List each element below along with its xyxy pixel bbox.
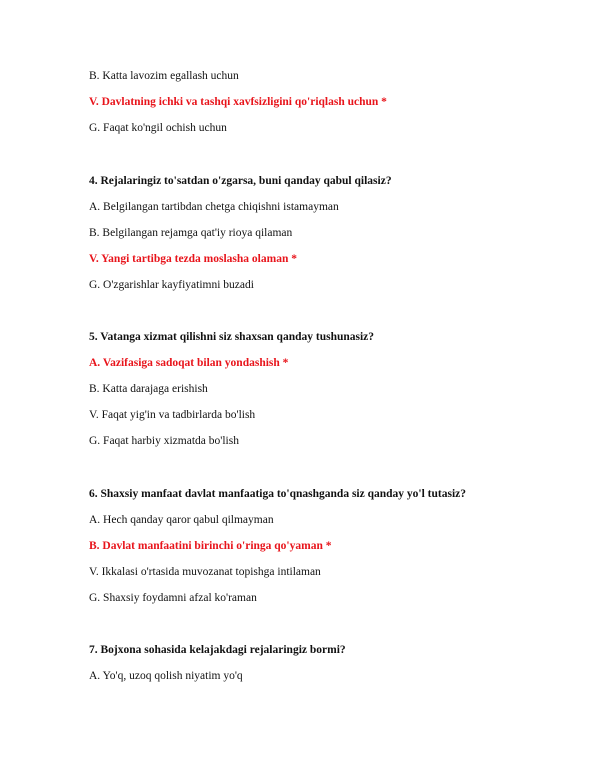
option-6b-correct: B. Davlat manfaatini birinchi o'ringa qo'yaman *: [89, 540, 332, 552]
question-5: 5. Vatanga xizmat qilishni siz shaxsan qanday tushunasiz?: [89, 331, 375, 343]
option-5g: G. Faqat harbiy xizmatda bo'lish: [89, 435, 239, 447]
question-6: 6. Shaxsiy manfaat davlat manfaatiga to'qnashganda siz qanday yo'l tutasiz?: [89, 488, 467, 500]
option-4b: B. Belgilangan rejamga qat'iy rioya qilaman: [89, 227, 293, 239]
option-4v-correct: V. Yangi tartibga tezda moslasha olaman *: [89, 253, 297, 265]
option-5v: V. Faqat yig'in va tadbirlarda bo'lish: [89, 409, 256, 421]
option-6v: V. Ikkalasi o'rtasida muvozanat topishga intilaman: [89, 566, 321, 578]
option-3v-correct: V. Davlatning ichki va tashqi xavfsizligini qo'riqlash uchun *: [89, 96, 387, 108]
question-7: 7. Bojxona sohasida kelajakdagi rejalaringiz bormi?: [89, 644, 346, 656]
option-4g: G. O'zgarishlar kayfiyatimni buzadi: [89, 279, 254, 291]
option-6a: A. Hech qanday qaror qabul qilmayman: [89, 514, 274, 526]
option-5b: B. Katta darajaga erishish: [89, 383, 208, 395]
question-4: 4. Rejalaringiz to'satdan o'zgarsa, buni qanday qabul qilasiz?: [89, 175, 392, 187]
option-4a: A. Belgilangan tartibdan chetga chiqishni istamayman: [89, 201, 339, 213]
option-6g: G. Shaxsiy foydamni afzal ko'raman: [89, 592, 257, 604]
option-5a-correct: A. Vazifasiga sadoqat bilan yondashish *: [89, 357, 289, 369]
option-3b: B. Katta lavozim egallash uchun: [89, 70, 239, 82]
option-3g: G. Faqat ko'ngil ochish uchun: [89, 122, 227, 134]
option-7a: A. Yo'q, uzoq qolish niyatim yo'q: [89, 670, 243, 682]
